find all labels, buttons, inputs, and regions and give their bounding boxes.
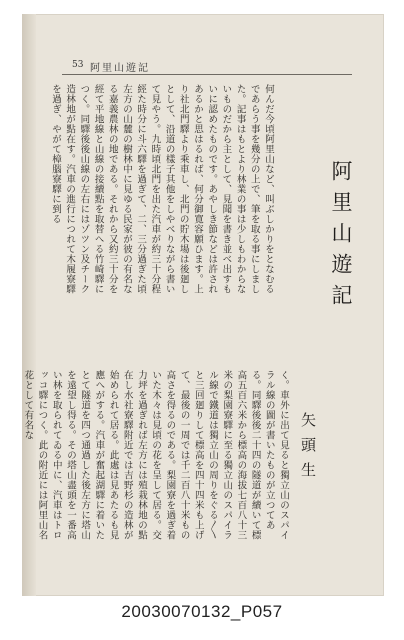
- page-number: 53: [72, 60, 84, 70]
- running-header: [62, 60, 352, 75]
- article-author: 矢頭生: [299, 412, 317, 487]
- body-text-top: 何んだ今頃阿里山など、叫ぶしかりをとなむるであらう事を幾分の上で、筆を取る事にしました。記事はもとより林業の事は少しもわからないものだから主として、見聞を書き並べ出すもいに認めたものです。あやしき節などは許されあるかと思はるれば、何分御寛容願ひます。上り社北門驛より乘車し、北門の貯木場は後廻しとして、沿道の樣子其他をしやべりながら書いて見やう。九時頃北門を出た汽車が約三十分程經た時分に斗六驛を過ぎて、二、三分過ぎた頃左方の山麓の樹林中に見ゆる民家が彼の有名なる嘉義農林の地である。それから又約三十分を經て平地線と山線の接續點を取替へる竹崎驛につく。同驛後後山線の左右にはゾツン及チーク造林地が點在す。汽車の進行につれて木履寮驛を過ぎ、やがて樟腦寮驛に到る: [49, 84, 274, 294]
- running-title: 阿里山遊記: [90, 63, 150, 74]
- image-caption: 20030070132_P057: [121, 602, 283, 621]
- body-text-right: く。車外に出て見ると獨立山のスパイラル線の圖が書いたものが立つてある。同驛後後二十四の隧道が續いて標高五百六米から標高の海拔七百八十三米の梨園寮驛に至る獨立山のスパイラル線で鐵道は獨立山の周りをぐる〳〵と三回廻りして標高を四十四米も上げて、最後の一周では千二百八十米もの高さを得るのである。梨園寮を過ぎ着いた木々は見頃の花を呈して居る。交力坪を過ぎれば左方には殖栽林地の點在し水社寮驛附近では吉野杉の造林が始められて居る。此處は見あたるも見應へがする。汽車が奮起湖驛に着いたとて隧道を四つ通過した後左方に塔山を遠望し得る。その塔山盡頭を一番高い林を取られてゐる中に、汽車はトロッコ驛につく。此の附近には阿里山名花として有名な: [22, 370, 289, 540]
- article-title: 阿里山遊記: [329, 160, 353, 315]
